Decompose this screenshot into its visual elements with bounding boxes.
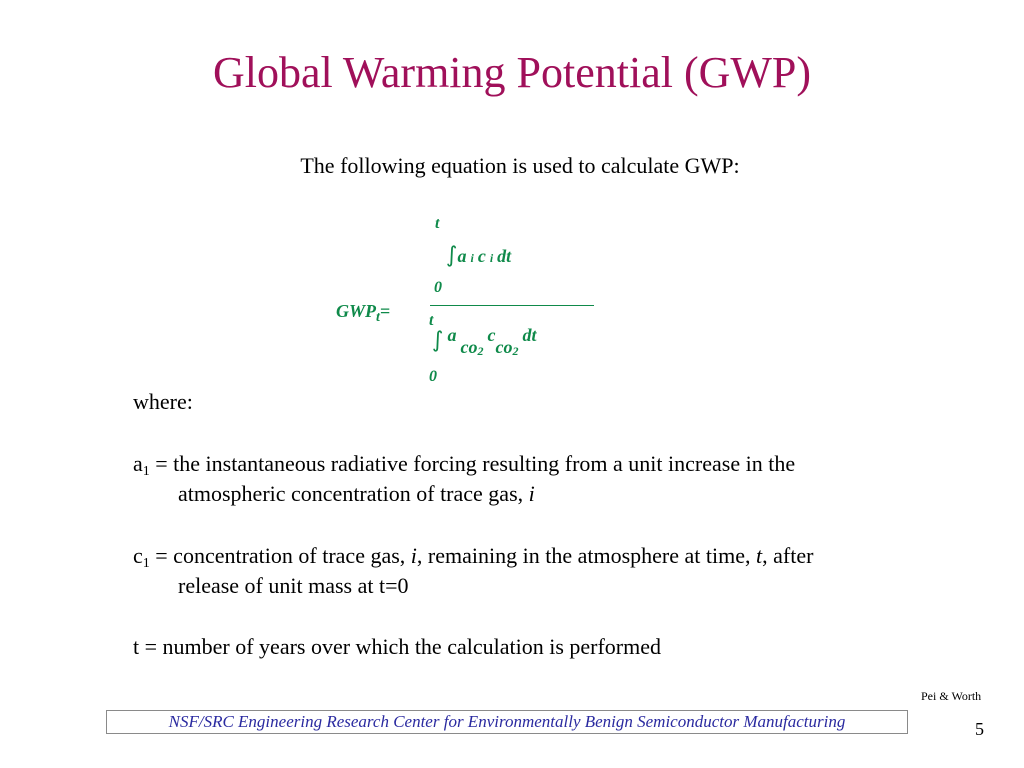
definition-c-text-1: = concentration of trace gas, bbox=[149, 543, 411, 568]
definition-c-text-3: , after bbox=[762, 543, 814, 568]
definition-a-symbol: a bbox=[133, 451, 143, 476]
numerator-a: a bbox=[457, 246, 467, 266]
definition-t: t = number of years over which the calculation is performed bbox=[133, 634, 661, 659]
definition-a-line-2 bbox=[178, 479, 535, 509]
denominator-2-sub-2: 2 bbox=[512, 344, 519, 358]
definition-c-text-2: , remaining in the atmosphere at time, bbox=[416, 543, 756, 568]
denominator-expression bbox=[432, 325, 537, 358]
gwp-symbol: GWP bbox=[336, 301, 376, 321]
definition-c-subscript: 1 bbox=[142, 556, 150, 571]
numerator-i-sub-2: i bbox=[489, 251, 494, 265]
definition-c-line-2: release of unit mass at t=0 bbox=[178, 573, 409, 598]
numerator-dt: dt bbox=[497, 246, 512, 266]
denominator-c: c bbox=[487, 325, 496, 345]
author-credit: Pei & Worth bbox=[921, 689, 982, 703]
denominator-a: a bbox=[447, 325, 457, 345]
numerator-c: c bbox=[477, 246, 486, 266]
denominator-co-2: co bbox=[495, 337, 513, 357]
definition-a-text-2: atmospheric concentration of trace gas, bbox=[178, 481, 529, 506]
page-number: 5 bbox=[975, 719, 984, 739]
denominator-upper-limit: t bbox=[429, 312, 434, 329]
definition-c-symbol: c bbox=[133, 543, 143, 568]
where-label: where: bbox=[133, 389, 193, 414]
numerator-i-sub-1: i bbox=[470, 251, 474, 265]
numerator-lower-limit: 0 bbox=[434, 279, 442, 296]
intro-text: The following equation is used to calculate GWP: bbox=[300, 153, 740, 178]
footer-banner: NSF/SRC Engineering Research Center for Environmentally Benign Semiconductor Manufacturing bbox=[106, 710, 908, 734]
denominator-integral-icon: ∫ bbox=[432, 328, 444, 353]
denominator-co-1: co bbox=[460, 337, 478, 357]
definition-c-var-t: t bbox=[755, 543, 763, 568]
definition-a-subscript: 1 bbox=[142, 464, 150, 479]
numerator-expression bbox=[446, 244, 511, 268]
gwp-lhs bbox=[336, 301, 390, 328]
equals-sign: = bbox=[379, 301, 391, 321]
denominator-2-sub-1: 2 bbox=[477, 344, 484, 358]
numerator-integral-icon: ∫ bbox=[446, 243, 458, 268]
slide-title: Global Warming Potential (GWP) bbox=[212, 48, 812, 97]
gwp-subscript: t bbox=[376, 310, 380, 325]
denominator-dt: dt bbox=[522, 325, 537, 345]
definition-a-text-1: = the instantaneous radiative forcing resulting from a unit increase in the bbox=[149, 451, 796, 476]
denominator-lower-limit: 0 bbox=[429, 368, 437, 385]
fraction-bar bbox=[430, 305, 594, 306]
definition-a-var-i: i bbox=[528, 481, 535, 506]
definition-c-var-i: i bbox=[410, 543, 417, 568]
numerator-upper-limit: t bbox=[435, 215, 440, 232]
